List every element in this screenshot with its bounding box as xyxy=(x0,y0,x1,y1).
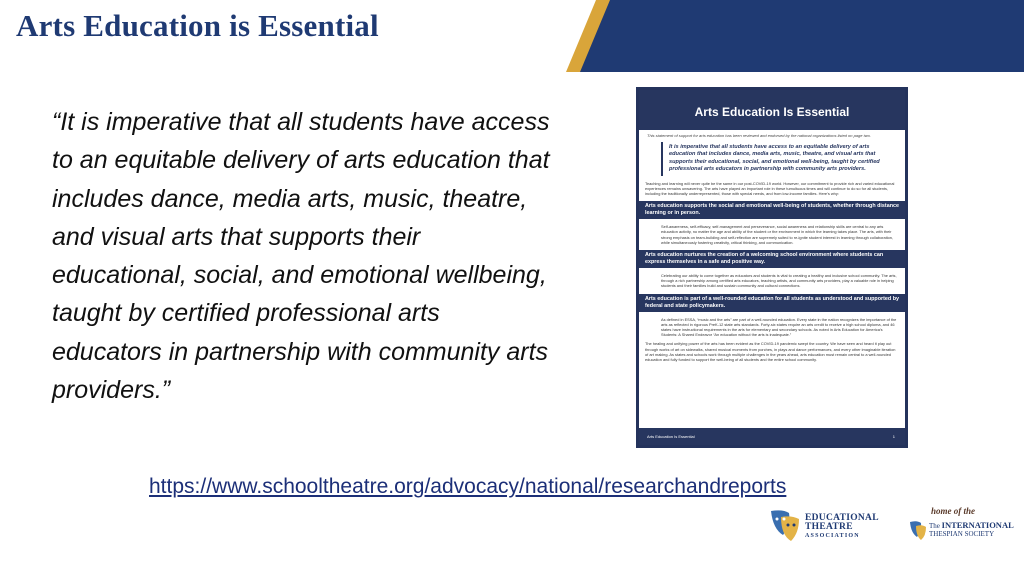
doc-title: Arts Education Is Essential xyxy=(639,90,905,130)
home-of-label: home of the xyxy=(931,506,975,516)
doc-section-body: Celebrating our ability to come together as educators and students is vital to creating a healthy and inclusive school community. The arts, through a rich partnership among certified arts educators, teaching artists, and community arts providers, play a valuable role in helping students and their families build and sustain community and cultural connections. xyxy=(661,273,897,289)
thespian-masks-icon xyxy=(909,519,927,541)
doc-footer-label: Arts Education Is Essential xyxy=(647,434,695,439)
header-accent-band xyxy=(566,0,1024,72)
doc-section-heading: Arts education is part of a well-rounded education for all students as understood and supported by federal and state policymakers. xyxy=(639,294,905,312)
document-thumbnail xyxy=(636,87,908,448)
doc-paragraph: Teaching and learning will never quite be the same in our post-COVID-19 world. However, our commitment to provide rich and varied educational experiences remains unwavering. The arts have played an important role in these tumultuous times and will continue to do so for all students, including the traditionally underrepresented, those with special needs, and from low-income families. Here's why: xyxy=(645,180,895,197)
eta-wordmark xyxy=(805,514,879,541)
doc-section-heading: Arts education nurtures the creation of a welcoming school environment where students can express themselves in a safe and positive way. xyxy=(639,250,905,268)
quote-text: “It is imperative that all students have access to an equitable delivery of arts education that includes dance, media arts, music, theatre, and visual arts that supports their educational, social, and emotional wellbeing, taught by certified professional arts educators in partnership with community arts providers.” xyxy=(52,108,550,405)
doc-section-heading: Arts education supports the social and emotional well-being of students, whether through distance learning or in person. xyxy=(639,201,905,219)
eta-line-2: THEATRE xyxy=(805,522,853,532)
doc-section-body: As defined in ESSA, “music and the arts” are part of a well-rounded education. Every state in the nation recognizes the importance of the arts as reflected in rigorous PreK-12 state arts standards. Forty-six states require an arts credit to receive a high school diploma, and 46 states have instructional requirements in the arts for elementary and secondary schools. As noted in Arts Education for America's Students: A Shared Endeavor “An education without the arts is inadequate.” xyxy=(661,316,897,338)
theatre-masks-icon xyxy=(769,507,801,543)
its-prefix: The xyxy=(929,522,940,530)
doc-footer xyxy=(639,428,905,445)
its-wordmark xyxy=(929,521,1014,538)
doc-callout: It is imperative that all students have access to an equitable delivery of arts education that includes dance, media arts, music, theatre, and visual arts that supports their educational, social, and emotional well-being, taught by certified professional arts educators in partnership with community arts providers. xyxy=(661,142,891,176)
its-line-1: INTERNATIONAL xyxy=(941,520,1014,530)
eta-line-3: ASSOCIATION xyxy=(805,533,860,539)
doc-intro: This statement of support for arts education has been reviewed and endorsed by the national organizations listed on page two. xyxy=(647,133,871,138)
doc-section-body: Self-awareness, self-efficacy, self-management and perseverance, social awareness and relationship skills are central to any arts education activity, no matter the age and ability of the student or the environment in which the learning takes place. The arts, with their strong emphasis on team-building and self-reflection are supremely suited to re-ignite student interest in learning through collaboration, while simultaneously fostering creativity, critical thinking, and communication. xyxy=(661,224,894,245)
resource-link[interactable]: https://www.schooltheatre.org/advocacy/national/researchandreports xyxy=(149,475,787,498)
its-line-2: THESPIAN SOCIETY xyxy=(929,530,995,538)
eta-line-1: EDUCATIONAL xyxy=(805,513,879,523)
doc-page-number: 1 xyxy=(892,434,895,439)
eta-logo xyxy=(769,507,889,543)
doc-closing: The healing and unifying power of the arts has been evident as the COVID-19 pandemic swept the country. We have seen and heard it play out through works of art on sidewalks, shared musical moments from porches, in plays and dance performances, and every other imaginable iteration of art making. As states and schools work through multiple challenges in the years ahead, arts education must remain central to a well-rounded education and fully funded to support the well-being of all students and the entire school community. xyxy=(645,341,896,363)
its-logo xyxy=(909,519,1019,545)
slide-title: Arts Education is Essential xyxy=(16,8,379,43)
